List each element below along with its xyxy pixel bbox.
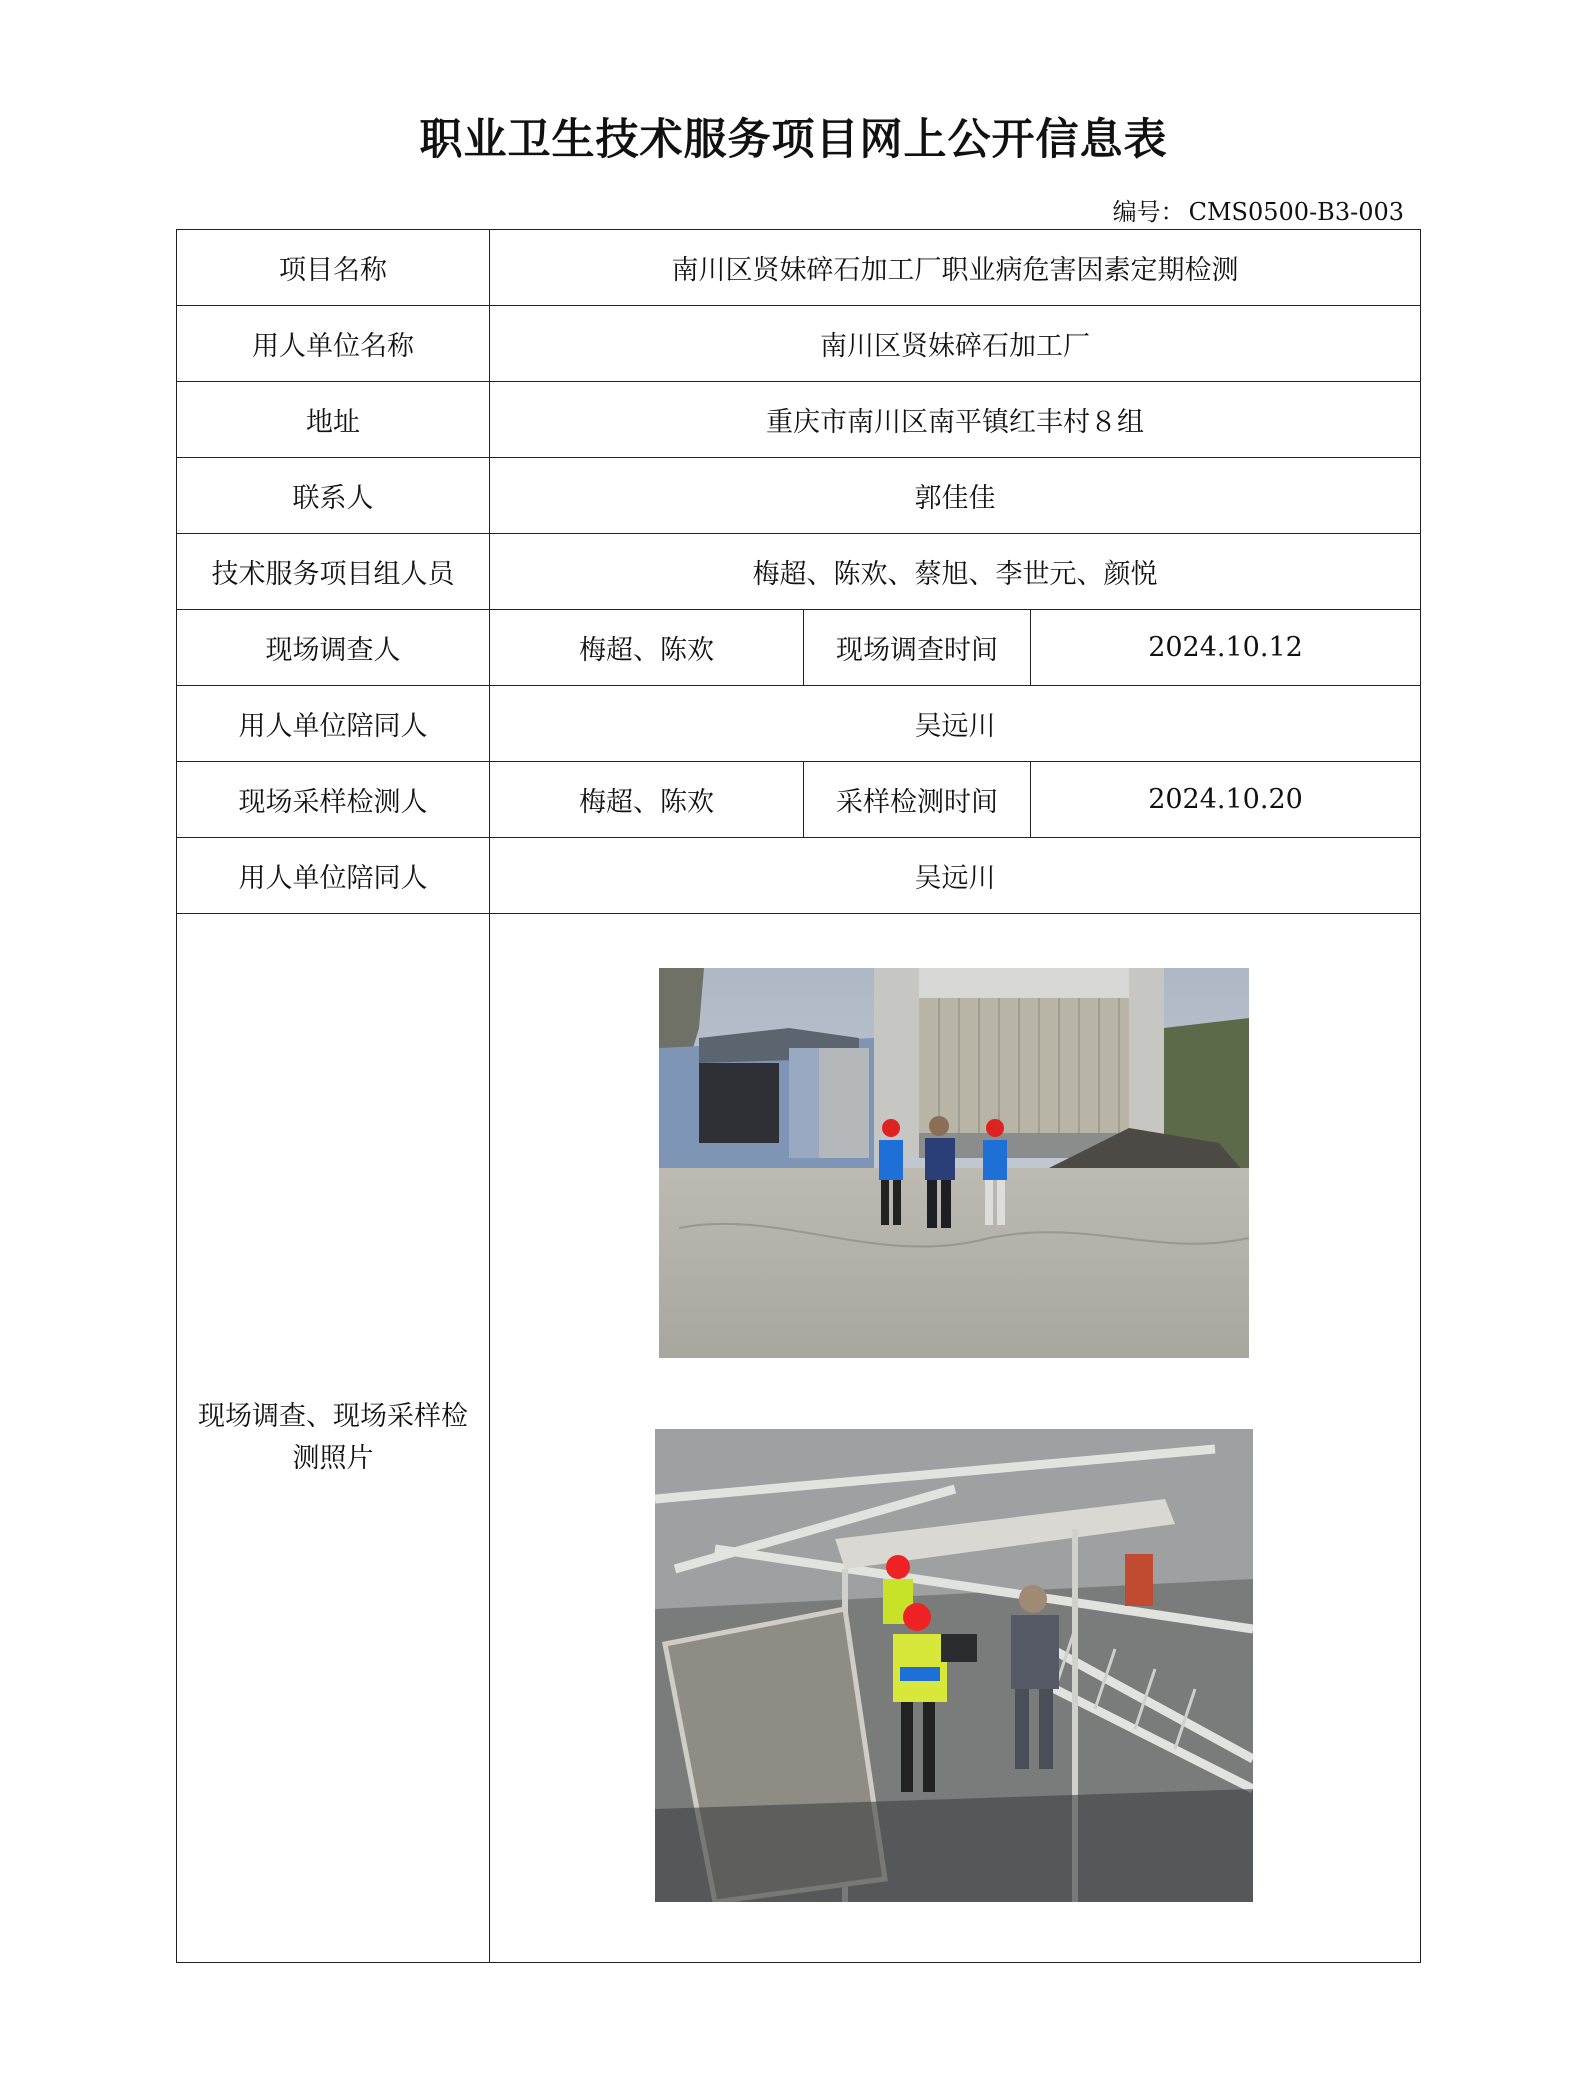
table-row bbox=[177, 534, 1421, 610]
photos-cell bbox=[490, 914, 1421, 1963]
sampling-photo-image bbox=[655, 1429, 1253, 1902]
table-row bbox=[177, 382, 1421, 458]
sampling-person-label: 现场采样检测人 bbox=[177, 762, 490, 838]
table-row bbox=[177, 686, 1421, 762]
survey-time-label: 现场调查时间 bbox=[804, 610, 1031, 686]
team-value: 梅超、陈欢、蔡旭、李世元、颜悦 bbox=[490, 534, 1421, 610]
project-name-value: 南川区贤妹碎石加工厂职业病危害因素定期检测 bbox=[490, 230, 1421, 306]
survey-companion-value: 吴远川 bbox=[490, 686, 1421, 762]
photos-label-text: 现场调查、现场采样检测照片 bbox=[198, 1401, 468, 1474]
project-name-label: 项目名称 bbox=[177, 230, 490, 306]
employer-value: 南川区贤妹碎石加工厂 bbox=[490, 306, 1421, 382]
table-row bbox=[177, 306, 1421, 382]
table-row bbox=[177, 914, 1421, 1963]
document-number-value: CMS0500-B3-003 bbox=[1188, 198, 1404, 226]
table-row bbox=[177, 762, 1421, 838]
sampling-companion-value: 吴远川 bbox=[490, 838, 1421, 914]
contact-value: 郭佳佳 bbox=[490, 458, 1421, 534]
sampling-companion-label: 用人单位陪同人 bbox=[177, 838, 490, 914]
survey-time-value: 2024.10.12 bbox=[1031, 610, 1421, 686]
address-value: 重庆市南川区南平镇红丰村８组 bbox=[490, 382, 1421, 458]
survey-photo bbox=[659, 968, 1249, 1358]
address-label: 地址 bbox=[177, 382, 490, 458]
sampling-photo bbox=[655, 1429, 1253, 1902]
employer-label: 用人单位名称 bbox=[177, 306, 490, 382]
contact-label: 联系人 bbox=[177, 458, 490, 534]
table-row bbox=[177, 230, 1421, 306]
sampling-time-value: 2024.10.20 bbox=[1031, 762, 1421, 838]
survey-person-value: 梅超、陈欢 bbox=[490, 610, 804, 686]
sampling-person-value: 梅超、陈欢 bbox=[490, 762, 804, 838]
survey-photo-image bbox=[659, 968, 1249, 1358]
sampling-time-label: 采样检测时间 bbox=[804, 762, 1031, 838]
page-title: 职业卫生技术服务项目网上公开信息表 bbox=[419, 115, 1168, 165]
photos-container bbox=[490, 914, 1420, 1962]
survey-person-label: 现场调查人 bbox=[177, 610, 490, 686]
document-number-label: 编号： bbox=[1112, 198, 1185, 226]
survey-companion-label: 用人单位陪同人 bbox=[177, 686, 490, 762]
team-label: 技术服务项目组人员 bbox=[177, 534, 490, 610]
info-table bbox=[176, 229, 1421, 1963]
document-number bbox=[1109, 192, 1404, 227]
table-row bbox=[177, 458, 1421, 534]
photos-label bbox=[177, 914, 490, 1963]
table-row bbox=[177, 838, 1421, 914]
table-row bbox=[177, 610, 1421, 686]
